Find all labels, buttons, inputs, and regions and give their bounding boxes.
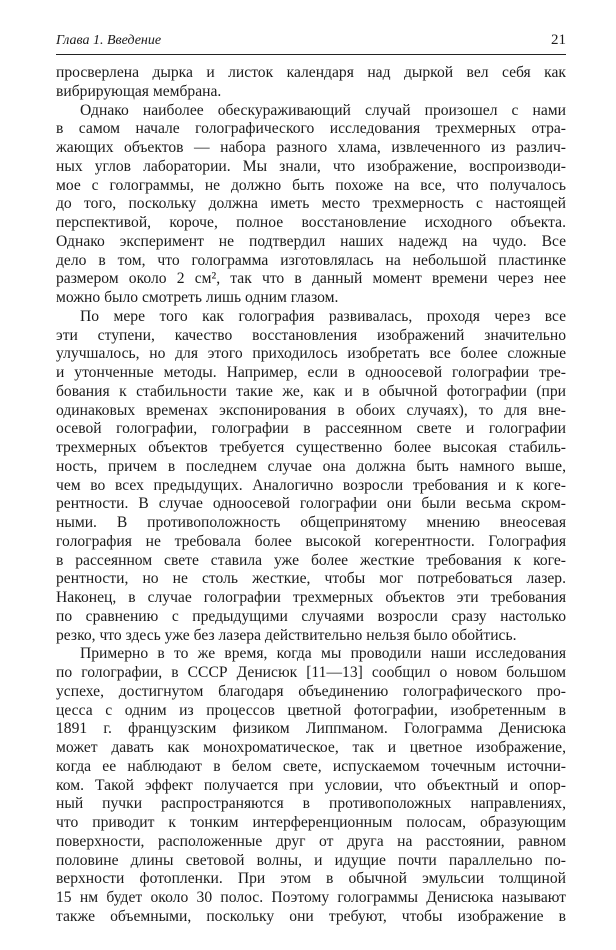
text-line: может давать как монохроматическое, так и цветное изображение, [56,739,566,756]
text-line: по сравнению с предыдущими случаями возросли сразу настолько [56,607,566,625]
text-line: резко, что здесь уже без лазера действительно нельзя было обойтись. [56,626,517,644]
text-line: улучшалось, но для этого приходилось изобретать все более сложные [56,345,566,363]
paragraph [56,102,566,308]
text-line: рентности. В случае одноосевой голографии они были весьма скром- [56,495,566,513]
text-line: эти ступени, качество восстановления изображений значительно [56,326,566,344]
text-line: чем во всех предыдущих. Аналогично возросли требования и к коге- [56,476,566,494]
text-line: перспективой, короче, полное восстановление исходного объекта. [56,214,566,231]
text-line: одинаковых временах экспонирования в обоих случаях), то для вне- [56,401,566,419]
text-line: по голографии, в СССР Денисюк [11—13] сообщил о новом большом [56,664,566,681]
page-header [56,30,566,55]
text-line: рентности, но не столь жесткие, чтобы мог потребоваться лазер. [56,570,566,588]
text-line: 15 нм будет около 30 полос. Поэтому голограммы Денисюка называют [56,889,566,906]
text-line: Наконец, в случае голографии трехмерных объектов эти требования [56,589,566,606]
text-line: бования к стабильности такие же, как и в обычной фотографии (при [56,382,566,400]
text-line: цесса с одним из процессов цветной фотографии, изобретенным в [56,701,566,719]
page-number: 21 [551,32,566,48]
text-line: жающих объектов — набора разного хлама, извлеченного из различ- [56,139,566,156]
text-line: осевой голографии, голографии в рассеянном свете и голографии [56,420,566,438]
text-line: и утонченные методы. Например, если в одноосевой голографии тре- [56,364,566,381]
page-body [56,64,566,927]
text-line: в самом начале голографического исследования трехмерных отра- [56,120,566,138]
text-line: до того, поскольку должна иметь место трехмерность с настоящей [56,195,566,213]
text-line: мое с голограммы, не должно быть похоже на все, что получалось [56,176,566,194]
text-line: Примерно в то же время, когда мы проводили наши исследования [80,645,566,663]
text-line: ком. Такой эффект получается при условии, что объектный и опор- [56,776,566,794]
text-line: можно было смотреть лишь одним глазом. [56,289,339,306]
text-line: размером около 2 см², так что в данный момент времени через нее [56,270,566,288]
text-line: голография не требовала более высокой когерентности. Голография [56,532,566,550]
paragraph [56,308,566,646]
text-line: Однако наиболее обескураживающий случай произошел с нами [80,101,566,119]
text-line: успехе, достигнутом благодаря объединению голографического про- [56,682,566,700]
paragraph [56,64,566,102]
text-line: трехмерных объектов требуется существенно более высокая стабиль- [56,439,566,456]
text-line: ными. В противоположность общепринятому мнению внеосевая [56,514,566,531]
text-line: поверхности, расположенные друг от друга на расстоянии, равном [56,832,566,850]
paragraph [56,645,566,926]
text-line: в рассеянном свете ставила уже более жесткие требования к коге- [56,551,566,569]
text-line: также объемными, поскольку они требуют, чтобы изображение в [56,907,566,925]
text-line: дело в том, что голограмма изготовлялась на небольшой пластинке [56,251,566,269]
text-line: ный пучки распространяются в противоположных направлениях, [56,795,566,813]
text-line: вибрирующая мембрана. [56,82,222,100]
running-title: Глава 1. Введение [56,33,162,48]
text-line: верхности фотопленки. При этом в обычной эмульсии толщиной [56,870,566,888]
text-line: ность, причем в последнем случае она должна быть намного выше, [56,457,566,475]
text-line: Однако эксперимент не подтвердил наших надежд на чудо. Все [56,232,566,250]
text-line: ных углов лаборатории. Мы знали, что изображение, воспроизводи- [56,157,566,175]
text-line: что приводит к тонким интерференционным полосам, образующим [56,814,566,831]
text-line: 1891 г. французским физиком Липпманом. Голограмма Денисюка [56,720,566,738]
text-line: По мере того как голография развивалась, проходя через все [80,307,566,325]
text-line: когда ее наблюдают в белом свете, испускаемом точечным источни- [56,757,566,775]
text-line: половине длины световой волны, и идущие почти параллельно по- [56,851,566,869]
text-line: просверлена дырка и листок календаря над дыркой вел себя как [56,64,566,81]
